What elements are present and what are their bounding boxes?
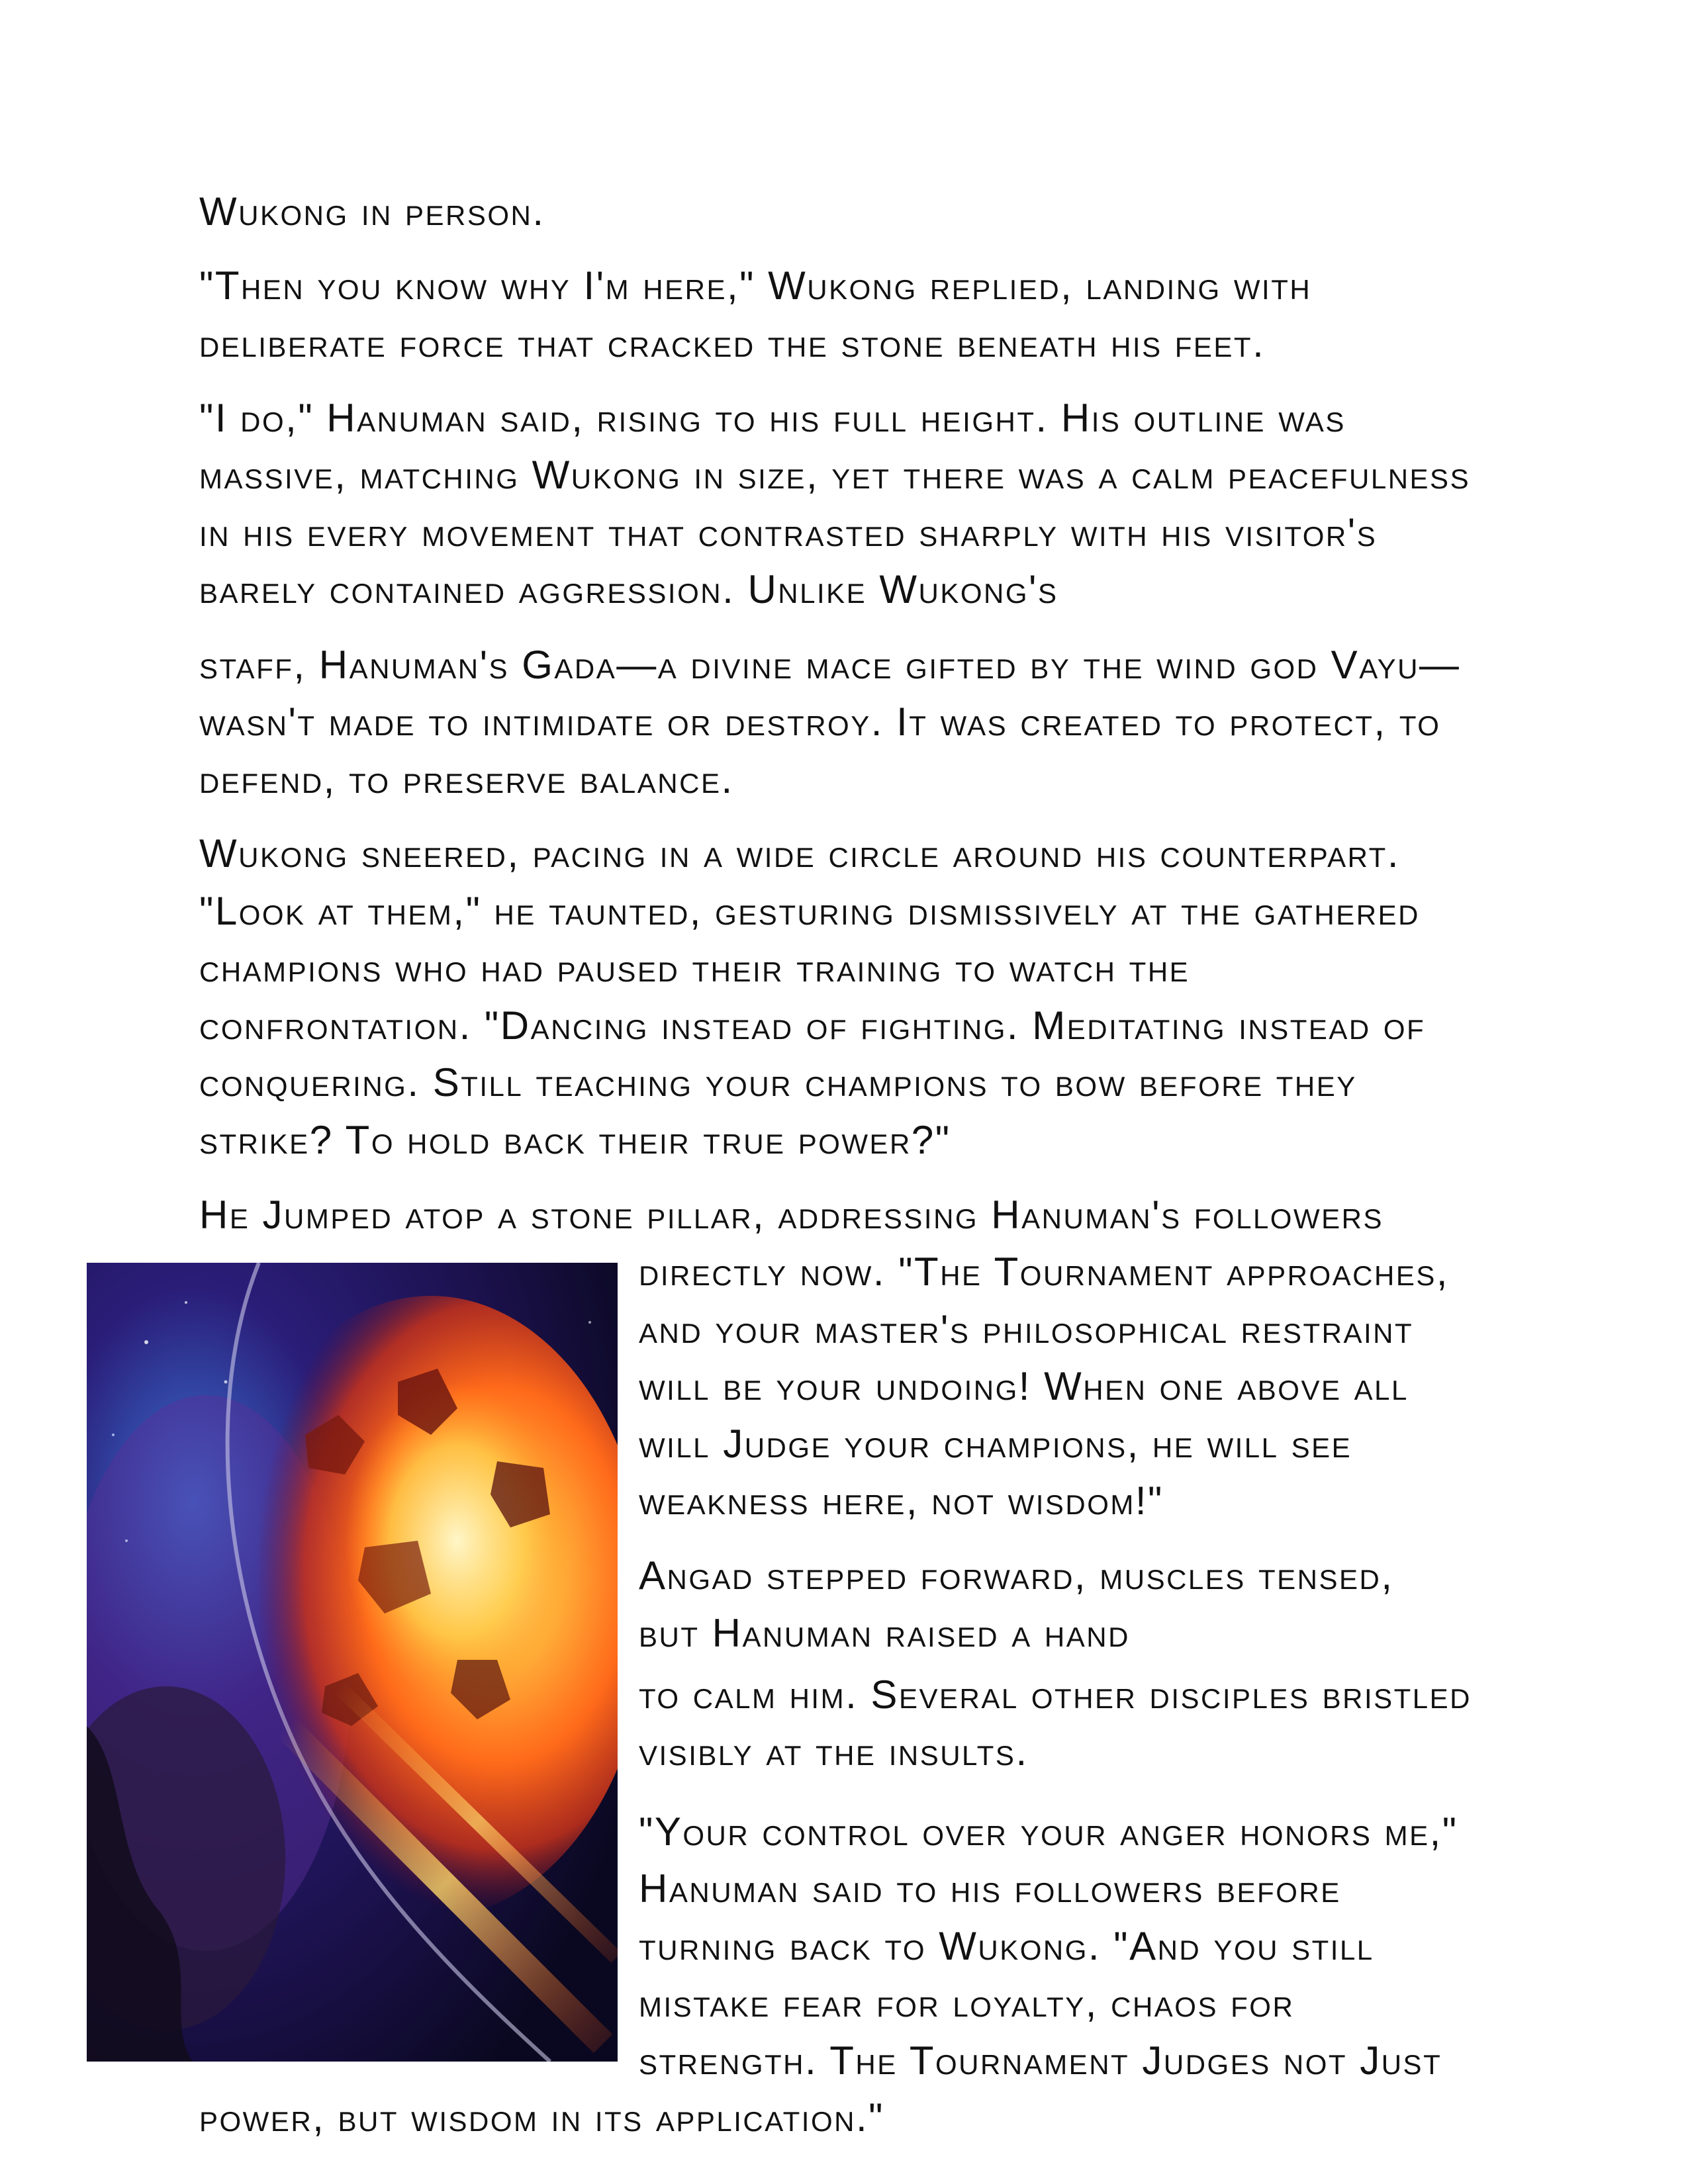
text-line: to calm him. Several other disciples bristled <box>639 1672 1472 1717</box>
text-line: in his every movement that contrasted sharply with his visitor's <box>199 510 1378 555</box>
text-line: strength. The Tournament Judges not Just <box>639 2038 1442 2083</box>
text-line: weakness here, not wisdom!" <box>639 1479 1164 1523</box>
text-line: staff, Hanuman's Gada—a divine mace gifted by the wind god Vayu— <box>199 643 1461 687</box>
text-line: "Look at them," he taunted, gesturing dismissively at the gathered <box>199 889 1420 933</box>
text-line: turning back to Wukong. "And you still <box>639 1924 1374 1968</box>
text-line: will be your undoing! When one above all <box>639 1364 1409 1408</box>
text-line: deliberate force that cracked the stone beneath his feet. <box>199 321 1266 365</box>
text-line: Angad stepped forward, muscles tensed, <box>639 1553 1394 1598</box>
text-line: champions who had paused their training to watch the <box>199 946 1190 990</box>
text-line: power, but wisdom in its application." <box>199 2095 884 2140</box>
text-line: wasn't made to intimidate or destroy. It was created to protect, to <box>199 700 1441 744</box>
text-line: will Judge your champions, he will see <box>639 1422 1352 1466</box>
text-line: strike? To hold back their true power?" <box>199 1118 951 1162</box>
text-line: massive, matching Wukong in size, yet there was a calm peacefulness <box>199 453 1471 497</box>
text-line: and your master's philosophical restraint <box>639 1307 1414 1351</box>
text-line: defend, to preserve balance. <box>199 757 734 801</box>
text-line: barely contained aggression. Unlike Wukong's <box>199 567 1058 612</box>
text-line: conquering. Still teaching your champions to bow before they <box>199 1060 1357 1105</box>
cosmic-explosion-illustration <box>87 1263 618 2062</box>
text-line: He Jumped atop a stone pillar, addressing Hanuman's followers <box>199 1193 1383 1237</box>
illustration-art <box>87 1263 618 2062</box>
text-line: visibly at the insults. <box>639 1729 1029 1774</box>
text-line: Wukong sneered, pacing in a wide circle around his counterpart. <box>199 831 1401 876</box>
text-line: Wukong in person. <box>199 189 545 234</box>
text-line: "Then you know why I'm here," Wukong replied, landing with <box>199 263 1312 308</box>
text-line: but Hanuman raised a hand <box>639 1611 1130 1655</box>
text-line: Hanuman said to his followers before <box>639 1866 1341 1911</box>
text-line: confrontation. "Dancing instead of fighting. Meditating instead of <box>199 1003 1426 1048</box>
text-line: directly now. "The Tournament approaches, <box>639 1250 1450 1294</box>
text-line: mistake fear for loyalty, chaos for <box>639 1981 1295 2025</box>
text-line: "I do," Hanuman said, rising to his full height. His outline was <box>199 396 1346 440</box>
text-line: "Your control over your anger honors me," <box>639 1809 1458 1854</box>
